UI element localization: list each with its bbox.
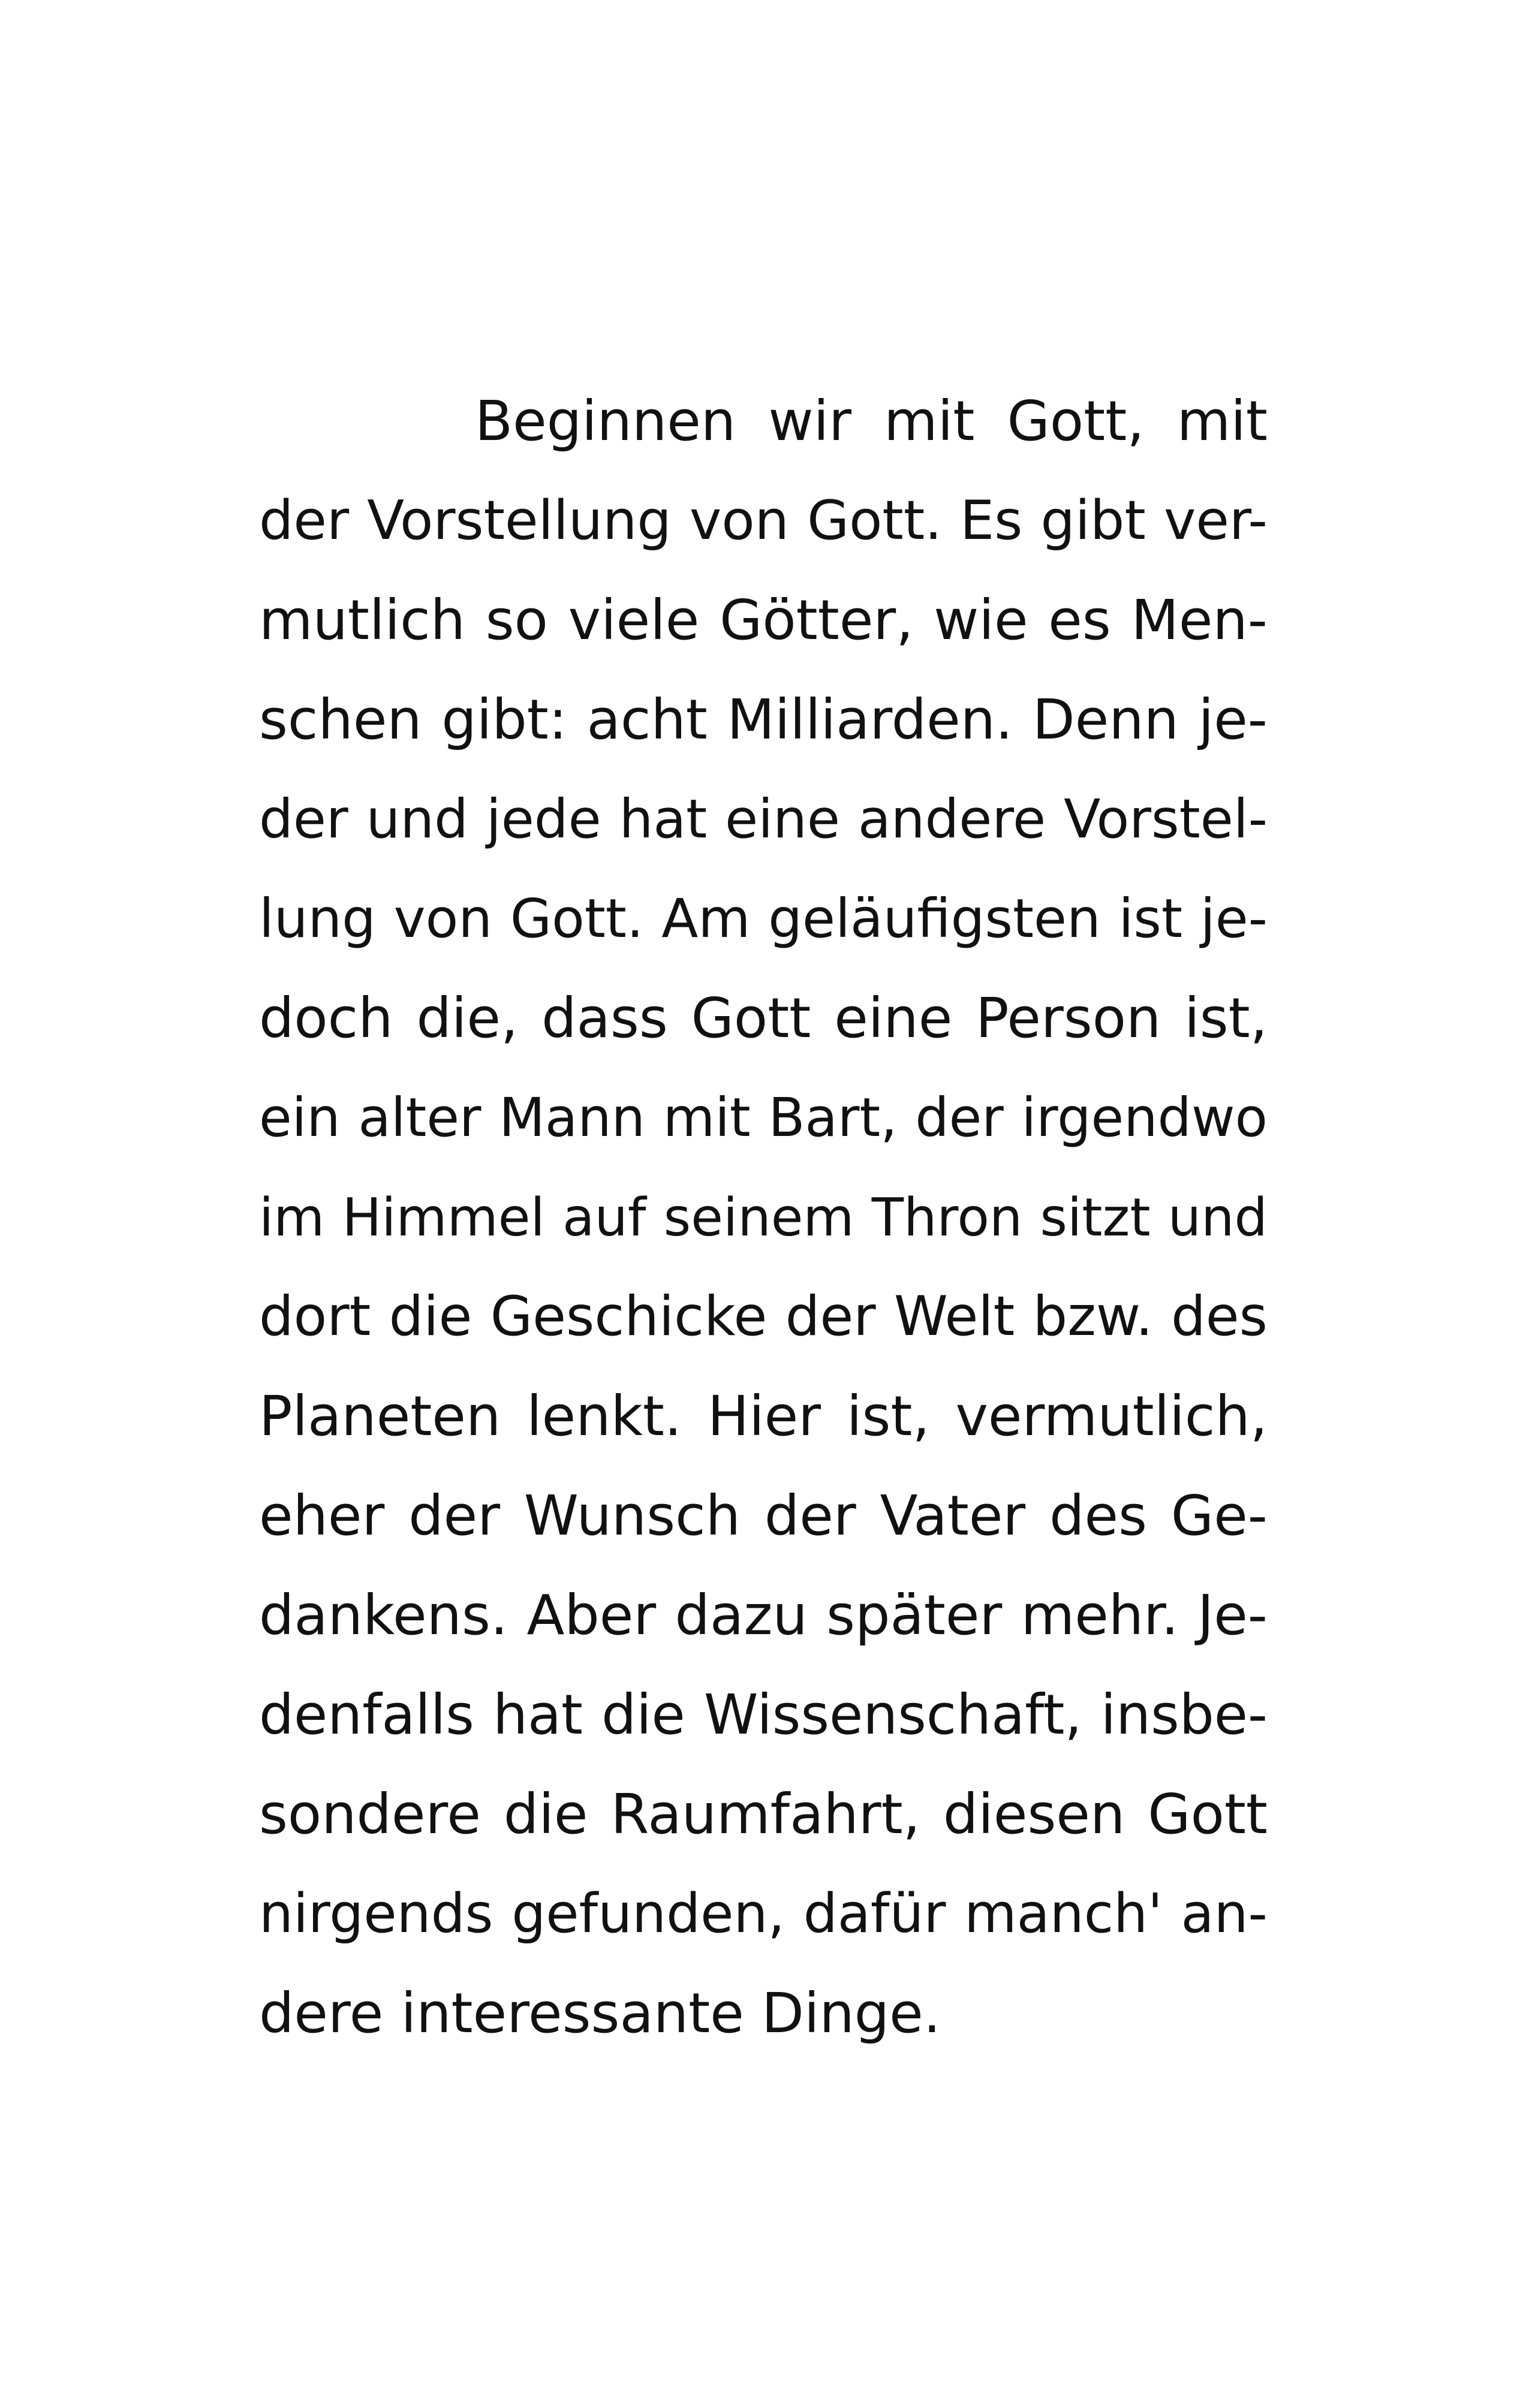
text-line: Beginnen wir mit Gott, mit: [475, 389, 1268, 453]
text-line: der und jede hat eine andere Vorstel-: [259, 788, 1268, 851]
text-line: ein alter Mann mit Bart, der irgendwo: [259, 1087, 1268, 1149]
text-line: dere interessante Dinge.: [259, 1981, 941, 2045]
text-line: eher der Wunsch der Vater des Ge-: [259, 1484, 1268, 1548]
text-line: im Himmel auf seinem Thron sitzt und: [259, 1187, 1268, 1248]
text-line: doch die, dass Gott eine Person ist,: [259, 986, 1268, 1050]
text-line: schen gibt: acht Milliarden. Denn je-: [259, 688, 1268, 752]
text-line: denfalls hat die Wissenschaft, insbe-: [259, 1683, 1268, 1747]
text-line: dankens. Aber dazu später mehr. Je-: [259, 1583, 1268, 1647]
text-line: sondere die Raumfahrt, diesen Gott: [259, 1782, 1268, 1846]
text-line: lung von Gott. Am geläufigsten ist je-: [259, 888, 1268, 950]
text-line: nirgends gefunden, dafür manch' an-: [259, 1883, 1268, 1945]
text-line: mutlich so viele Götter, wie es Men-: [259, 588, 1268, 652]
text-line: dort die Geschicke der Welt bzw. des: [259, 1285, 1268, 1348]
text-line: der Vorstellung von Gott. Es gibt ver-: [259, 489, 1268, 552]
text-line: Planeten lenkt. Hier ist, vermutlich,: [259, 1384, 1268, 1448]
body-paragraph: [259, 372, 1268, 2063]
